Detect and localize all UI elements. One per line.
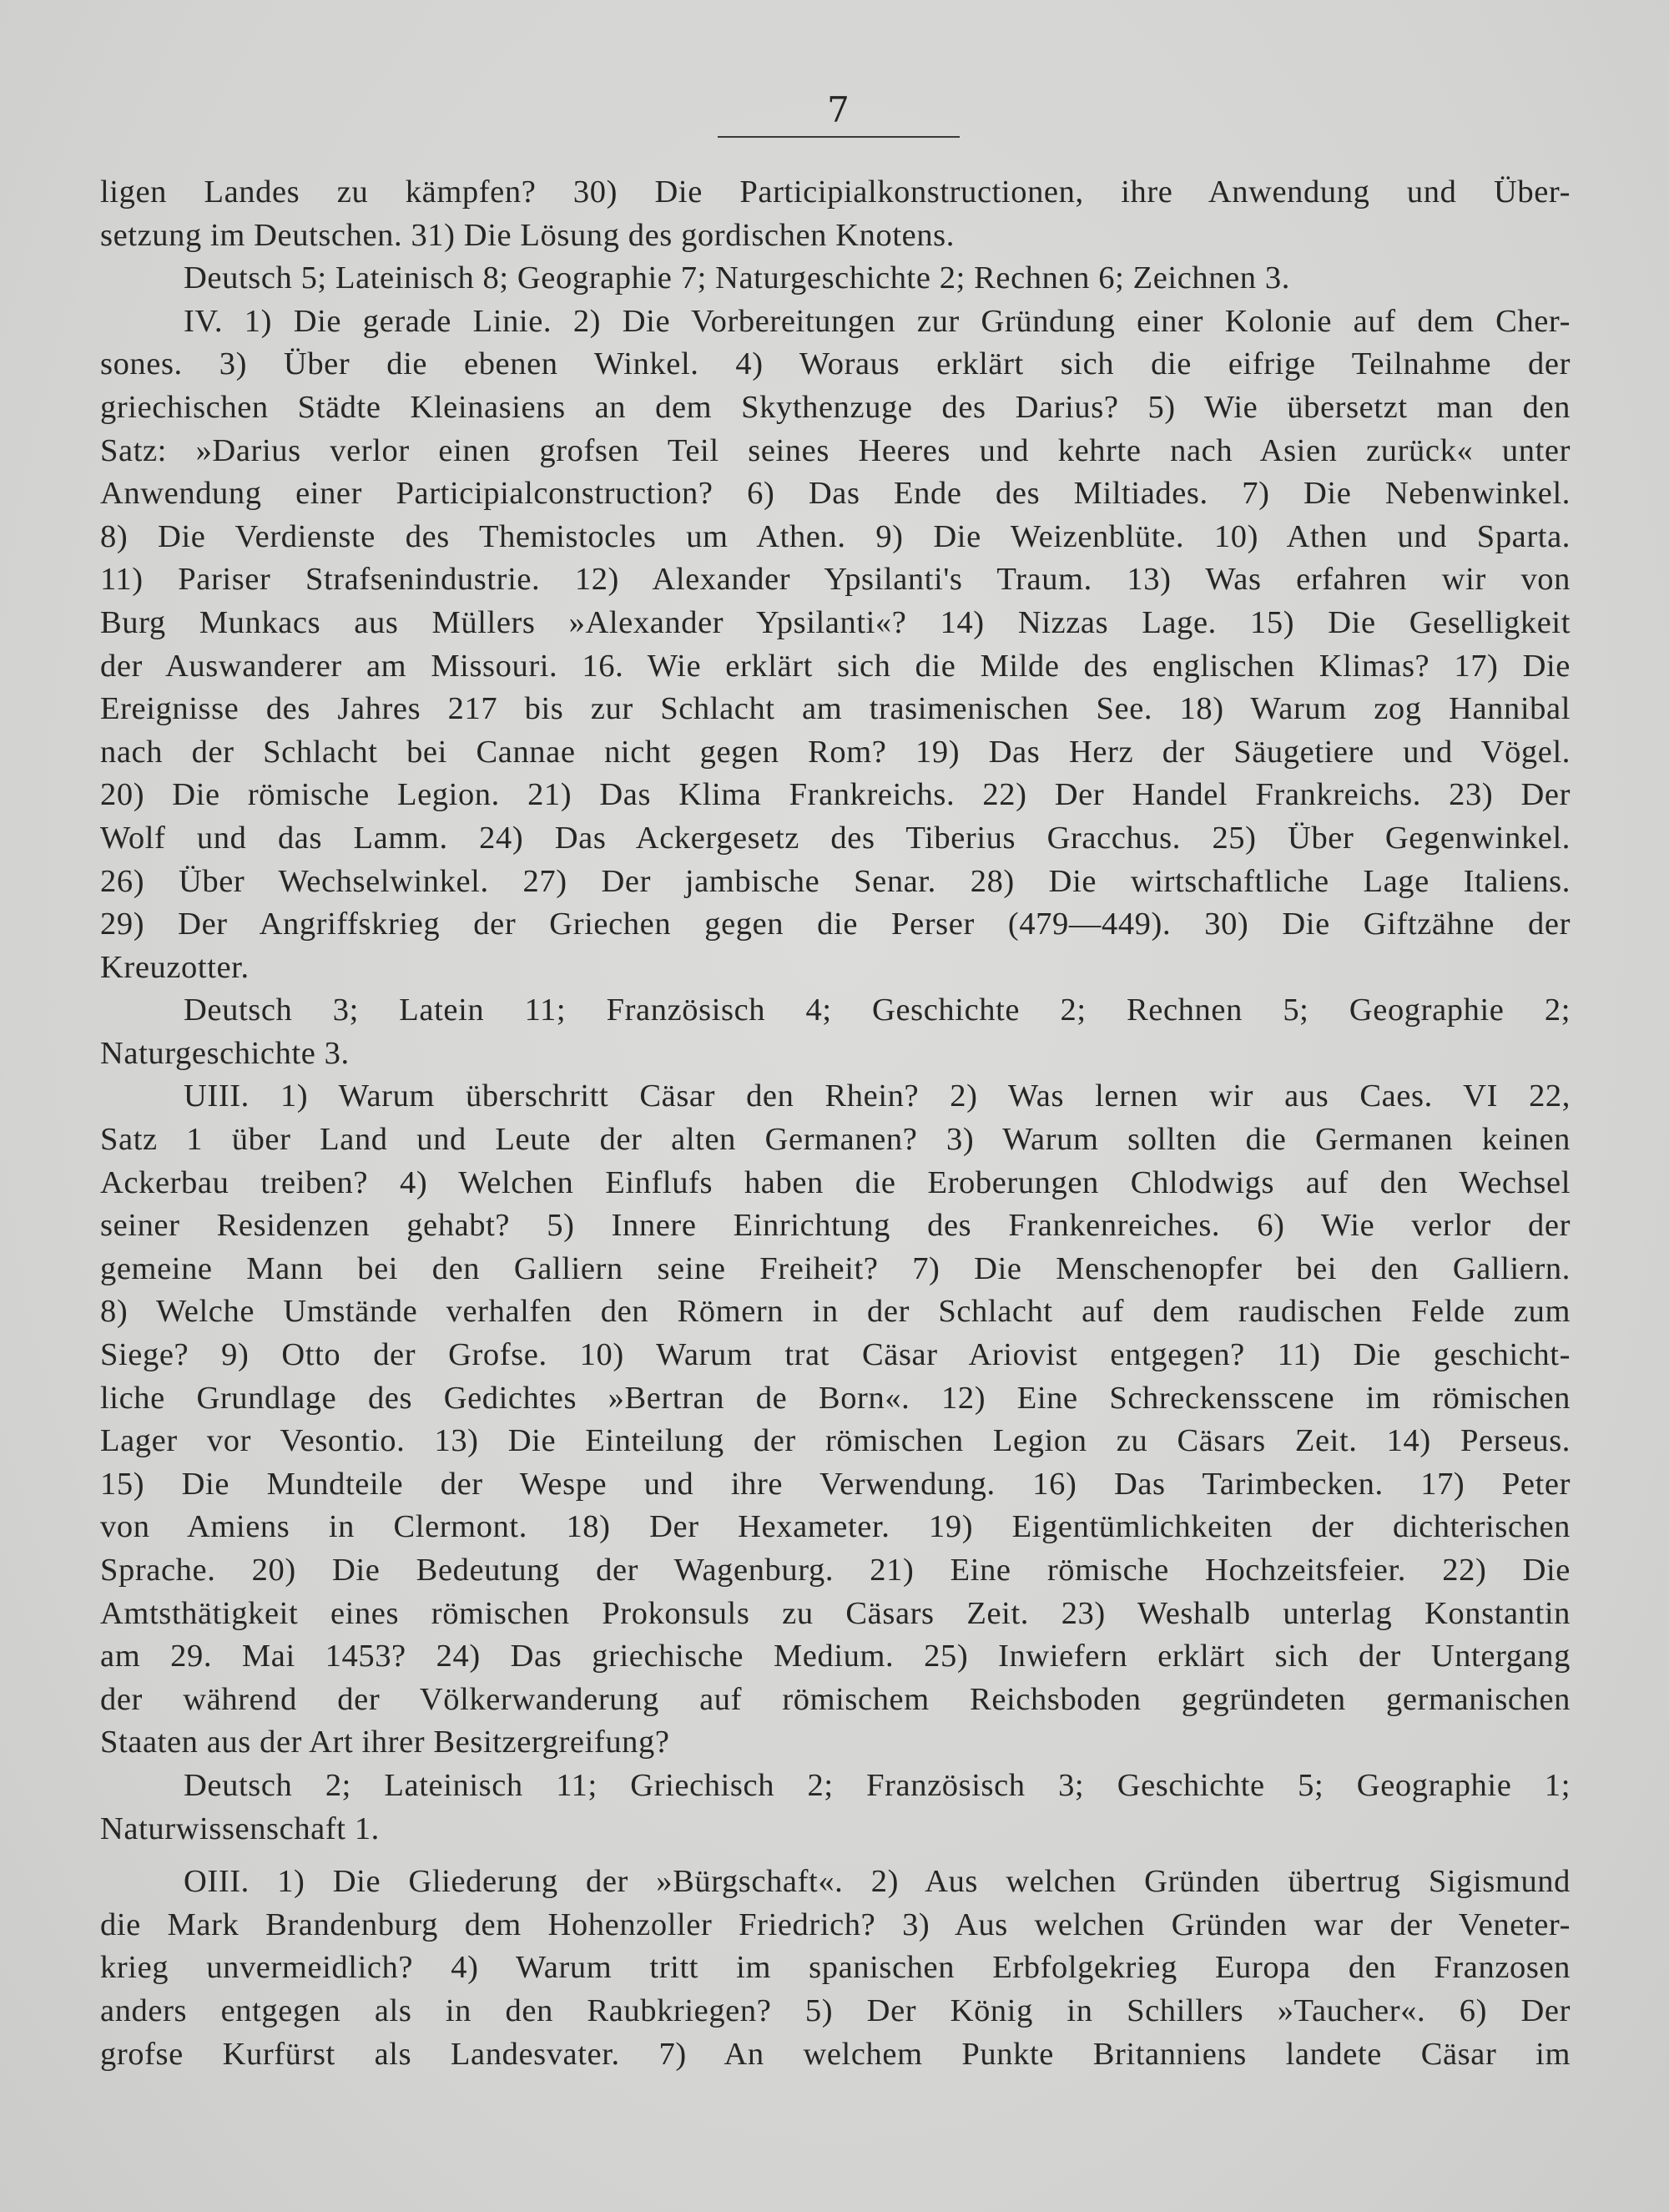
text-line: Kreuzotter.: [100, 949, 250, 985]
body-text: [100, 171, 1571, 2076]
paragraph-hours: [100, 989, 1571, 1075]
text-line: Naturgeschichte 3.: [100, 1035, 350, 1071]
text-line: Lager vor Vesontio. 13) Die Einteilung der römischen Legion zu Cäsars Zeit. 14) Perseus.: [100, 1423, 1571, 1459]
text-line: IV. 1) Die gerade Linie. 2) Die Vorbereitungen zur Gründung einer Kolonie auf dem Cher-: [184, 303, 1571, 339]
text-line: setzung im Deutschen. 31) Die Lösung des gordischen Knotens.: [100, 217, 955, 253]
text-line: 8) Welche Umstände verhalfen den Römern in der Schlacht auf dem raudischen Felde zum: [100, 1294, 1571, 1330]
text-line: Naturwissenschaft 1.: [100, 1811, 380, 1846]
text-line: 26) Über Wechselwinkel. 27) Der jambische Senar. 28) Die wirtschaftliche Lage Italiens.: [100, 863, 1571, 899]
text-line: Staaten aus der Art ihrer Besitzergreifung?: [100, 1725, 670, 1760]
text-line: Ackerbau treiben? 4) Welchen Einflufs haben die Eroberungen Chlodwigs auf den Wechsel: [100, 1164, 1571, 1200]
text-line: Deutsch 3; Latein 11; Französisch 4; Geschichte 2; Rechnen 5; Geographie 2;: [184, 992, 1571, 1028]
text-line: Ereignisse des Jahres 217 bis zur Schlacht am trasimenischen See. 18) Warum zog Hannibal: [100, 691, 1571, 727]
text-line: von Amiens in Clermont. 18) Der Hexameter. 19) Eigentümlichkeiten der dichterischen: [100, 1509, 1571, 1545]
text-line: 29) Der Angriffskrieg der Griechen gegen die Perser (479—449). 30) Die Giftzähne der: [100, 907, 1571, 942]
paragraph-class-iv: [100, 300, 1571, 990]
text-line: ligen Landes zu kämpfen? 30) Die Participialkonstructionen, ihre Anwendung und Über-: [100, 174, 1571, 210]
text-line: Wolf und das Lamm. 24) Das Ackergesetz des Tiberius Gracchus. 25) Über Gegenwinkel.: [100, 820, 1571, 856]
page-number: 7: [827, 89, 850, 130]
text-line: am 29. Mai 1453? 24) Das griechische Medium. 25) Inwiefern erklärt sich der Untergang: [100, 1639, 1571, 1674]
text-line: Sprache. 20) Die Bedeutung der Wagenburg. 21) Eine römische Hochzeitsfeier. 22) Die: [100, 1553, 1571, 1588]
text-line: sones. 3) Über die ebenen Winkel. 4) Woraus erklärt sich die eifrige Teilnahme der: [100, 346, 1571, 382]
text-line: Deutsch 5; Lateinisch 8; Geographie 7; Naturgeschichte 2; Rechnen 6; Zeichnen 3.: [184, 260, 1290, 296]
text-line: Satz 1 über Land und Leute der alten Germanen? 3) Warum sollten die Germanen keinen: [100, 1122, 1571, 1158]
text-line: 20) Die römische Legion. 21) Das Klima Frankreichs. 22) Der Handel Frankreichs. 23) Der: [100, 777, 1571, 813]
text-line: griechischen Städte Kleinasiens an dem Skythenzuge des Darius? 5) Wie übersetzt man den: [100, 389, 1571, 425]
paragraph-class-uiii: [100, 1075, 1571, 1765]
text-line: liche Grundlage des Gedichtes »Bertran de Born«. 12) Eine Schreckensscene im römischen: [100, 1380, 1571, 1416]
text-line: gemeine Mann bei den Galliern seine Freiheit? 7) Die Menschenopfer bei den Galliern.: [100, 1250, 1571, 1286]
text-line: 15) Die Mundteile der Wespe und ihre Verwendung. 16) Das Tarimbecken. 17) Peter: [100, 1466, 1571, 1502]
text-line: Siege? 9) Otto der Grofse. 10) Warum trat Cäsar Ariovist entgegen? 11) Die geschicht-: [100, 1337, 1571, 1373]
text-line: der Auswanderer am Missouri. 16. Wie erklärt sich die Milde des englischen Klimas? 17) Die: [100, 648, 1571, 684]
paragraph-class-oiii: [100, 1861, 1571, 2076]
text-line: Deutsch 2; Lateinisch 11; Griechisch 2; Französisch 3; Geschichte 5; Geographie 1;: [184, 1767, 1571, 1803]
text-line: 11) Pariser Strafsenindustrie. 12) Alexander Ypsilanti's Traum. 13) Was erfahren wir von: [100, 562, 1571, 598]
text-line: Anwendung einer Participialconstruction? 6) Das Ende des Miltiades. 7) Die Nebenwinkel.: [100, 476, 1571, 512]
paragraph-continuation: [100, 171, 1571, 257]
text-line: Burg Munkacs aus Müllers »Alexander Ypsilanti«? 14) Nizzas Lage. 15) Die Geselligkeit: [100, 604, 1571, 640]
text-line: nach der Schlacht bei Cannae nicht gegen Rom? 19) Das Herz der Säugetiere und Vögel.: [100, 734, 1571, 770]
text-line: die Mark Brandenburg dem Hohenzoller Friedrich? 3) Aus welchen Gründen war der Veneter-: [100, 1906, 1571, 1942]
paragraph-gap: [100, 1851, 1571, 1861]
text-line: der während der Völkerwanderung auf römischem Reichsboden gegründeten germanischen: [100, 1681, 1571, 1717]
text-line: UIII. 1) Warum überschritt Cäsar den Rhein? 2) Was lernen wir aus Caes. VI 22,: [184, 1078, 1571, 1114]
text-line: grofse Kurfürst als Landesvater. 7) An welchem Punkte Britanniens landete Cäsar im: [100, 2036, 1571, 2072]
paragraph-hours: [100, 257, 1571, 300]
header-rule: [718, 136, 960, 138]
text-line: seiner Residenzen gehabt? 5) Innere Einrichtung des Frankenreiches. 6) Wie verlor der: [100, 1208, 1571, 1244]
text-line: krieg unvermeidlich? 4) Warum tritt im spanischen Erbfolgekrieg Europa den Franzosen: [100, 1950, 1571, 1986]
text-line: Amtsthätigkeit eines römischen Prokonsuls zu Cäsars Zeit. 23) Weshalb unterlag Konstantin: [100, 1595, 1571, 1631]
text-line: anders entgegen als in den Raubkriegen? 5) Der König in Schillers »Taucher«. 6) Der: [100, 1992, 1571, 2028]
text-line: Satz: »Darius verlor einen grofsen Teil seines Heeres und kehrte nach Asien zurück« unter: [100, 432, 1571, 468]
text-line: 8) Die Verdienste des Themistocles um Athen. 9) Die Weizenblüte. 10) Athen und Sparta.: [100, 518, 1571, 554]
paragraph-hours: [100, 1765, 1571, 1851]
text-line: OIII. 1) Die Gliederung der »Bürgschaft«. 2) Aus welchen Gründen übertrug Sigismund: [184, 1864, 1571, 1900]
